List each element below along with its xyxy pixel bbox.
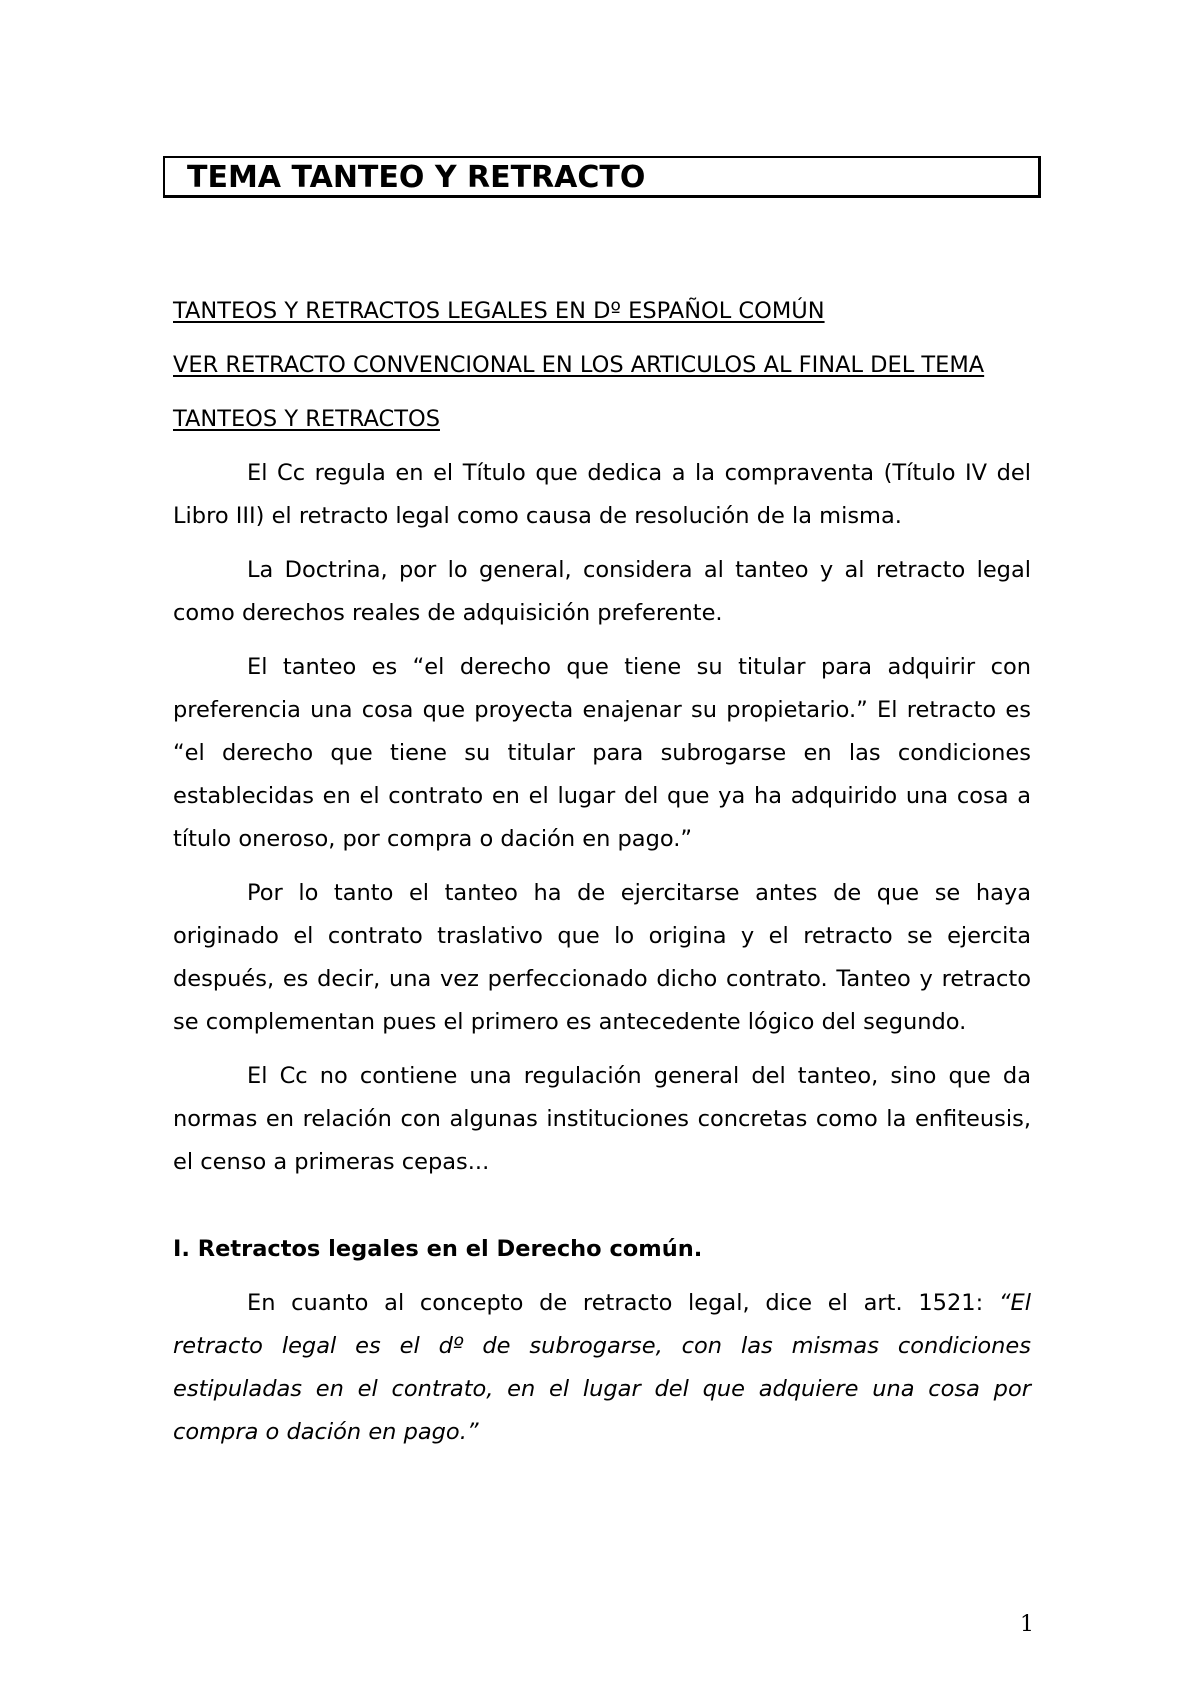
art-1521-intro: En cuanto al concepto de retracto legal, dice el art. 1521: xyxy=(247,1290,999,1316)
paragraph-cc-regula: El Cc regula en el Título que dedica a la compraventa (Título IV del Libro III) el retracto legal como causa de resolución de la misma. xyxy=(173,460,1031,529)
page-number: 1 xyxy=(1020,1612,1034,1637)
document-body xyxy=(173,290,1031,1465)
subheading-conventional-retract: VER RETRACTO CONVENCIONAL EN LOS ARTICULOS AL FINAL DEL TEMA xyxy=(173,352,985,378)
paragraph-doctrina: La Doctrina, por lo general, considera al tanteo y al retracto legal como derechos reales de adquisición preferente. xyxy=(173,557,1031,626)
document-title: TEMA TANTEO Y RETRACTO xyxy=(187,160,646,195)
subheading-tanteos-retractos: TANTEOS Y RETRACTOS xyxy=(173,406,440,432)
paragraph-por-lo-tanto: Por lo tanto el tanteo ha de ejercitarse antes de que se haya originado el contrato traslativo que lo origina y el retracto se ejercita después, es decir, una vez perfeccionado dicho contrato. Tanteo y retracto se complementan pues el primero es antecedente lógico del segundo. xyxy=(173,880,1031,1035)
paragraph-tanteo-definicion: El tanteo es “el derecho que tiene su titular para adquirir con preferencia una cosa que proyecta enajenar su propietario.” El retracto es “el derecho que tiene su titular para subrogarse en las condiciones establecidas en el contrato en el lugar del que ya ha adquirido una cosa a título oneroso, por compra o dación en pago.” xyxy=(173,654,1031,852)
title-box xyxy=(163,156,1041,198)
art-1521-quote: “El retracto legal es el dº de subrogarse, con las mismas condiciones estipuladas en el contrato, en el lugar del que adquiere una cosa por compra o dación en pago.” xyxy=(173,1290,1031,1445)
subheading-legal-retracts: TANTEOS Y RETRACTOS LEGALES EN Dº ESPAÑOL COMÚN xyxy=(173,298,825,324)
paragraph-art-1521 xyxy=(173,1282,1031,1454)
paragraph-cc-no-contiene: El Cc no contiene una regulación general del tanteo, sino que da normas en relación con algunas instituciones concretas como la enfiteusis, el censo a primeras cepas... xyxy=(173,1063,1031,1175)
section-heading: I. Retractos legales en el Derecho común. xyxy=(173,1236,703,1262)
